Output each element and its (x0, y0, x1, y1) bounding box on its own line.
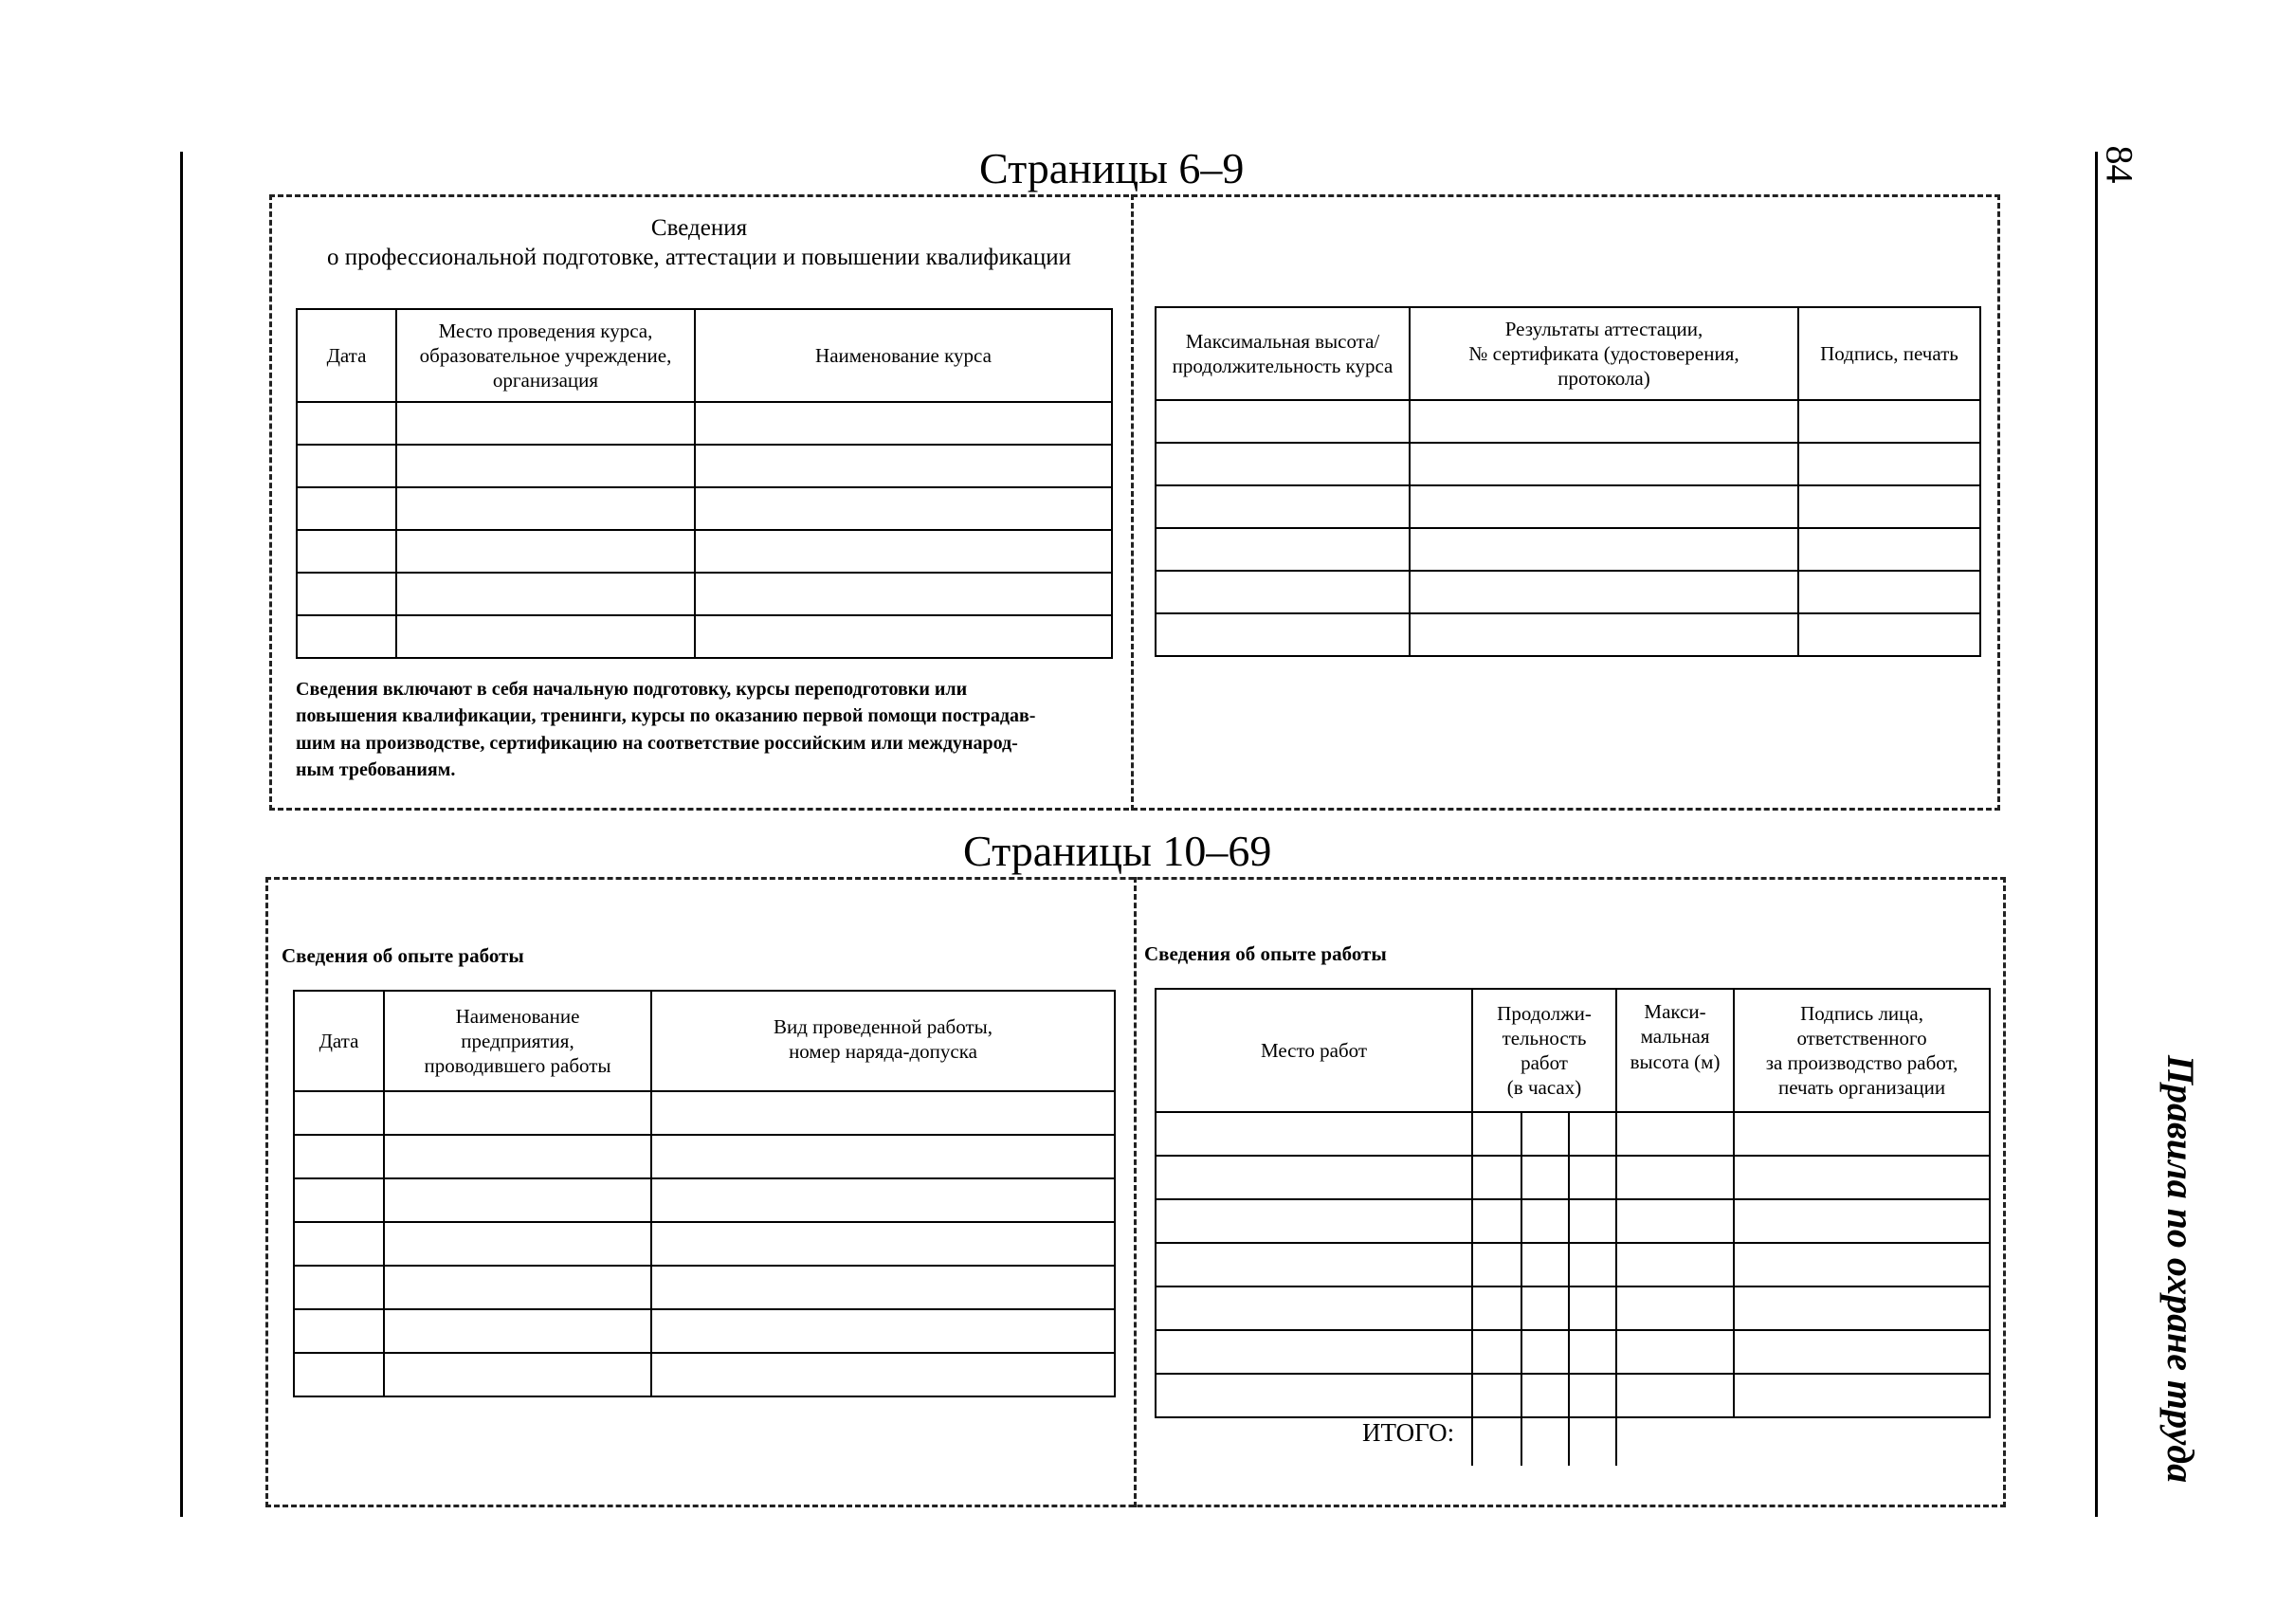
table-cell[interactable] (297, 573, 396, 615)
col-course-name: Наименование курса (695, 309, 1112, 402)
table-row (294, 1309, 1115, 1353)
table-row (297, 445, 1112, 487)
table-row (1156, 1243, 1990, 1286)
table-cell[interactable] (1410, 528, 1798, 571)
table-cell[interactable] (384, 1222, 651, 1266)
table-cell[interactable] (1798, 443, 1980, 485)
training-title (275, 213, 1123, 273)
table-cell[interactable] (1798, 400, 1980, 443)
training-note-line1: Сведения включают в себя начальную подготовку, курсы переподготовки или (296, 679, 968, 700)
col-date: Дата (294, 991, 384, 1091)
table-cell[interactable] (294, 1266, 384, 1309)
table-row (1156, 1330, 1990, 1374)
table-cell[interactable] (1156, 1286, 1472, 1330)
col-attestation-results: Результаты аттестации, № сертификата (удостоверения, протокола) (1410, 307, 1798, 400)
table-cell[interactable] (1156, 1330, 1472, 1374)
table-cell[interactable] (1410, 485, 1798, 528)
table-cell[interactable] (1798, 528, 1980, 571)
left-margin-rule (180, 152, 183, 1517)
table-cell[interactable] (1521, 1286, 1569, 1330)
table-cell[interactable] (1156, 613, 1410, 656)
table-cell[interactable] (1410, 571, 1798, 613)
table-cell[interactable] (294, 1222, 384, 1266)
table-cell[interactable] (1472, 1374, 1521, 1417)
table-cell[interactable] (297, 402, 396, 445)
table-row (297, 402, 1112, 445)
table-cell[interactable] (297, 445, 396, 487)
pages-6-9-heading: Страницы 6–9 (974, 147, 1249, 191)
table-cell[interactable] (695, 445, 1112, 487)
table-cell[interactable] (651, 1353, 1115, 1396)
table-cell[interactable] (651, 1178, 1115, 1222)
table-cell[interactable] (1734, 1286, 1990, 1330)
table-cell[interactable] (1521, 1243, 1569, 1286)
table-cell[interactable] (1156, 1374, 1472, 1417)
table-row (1156, 1374, 1990, 1417)
total-line (1471, 1413, 1473, 1466)
table-row (1156, 1199, 1990, 1243)
table-cell[interactable] (651, 1266, 1115, 1309)
table-cell[interactable] (1472, 1243, 1521, 1286)
table-cell[interactable] (1616, 1330, 1734, 1374)
table-cell[interactable] (1156, 1156, 1472, 1199)
table-cell[interactable] (695, 573, 1112, 615)
pages-10-69-heading: Страницы 10–69 (957, 830, 1277, 873)
training-table (296, 308, 1113, 659)
col-max-height: Макси- мальная высота (м) (1616, 989, 1734, 1112)
table-cell[interactable] (294, 1353, 384, 1396)
table-cell[interactable] (396, 487, 695, 530)
table-row (297, 615, 1112, 658)
table-cell[interactable] (1569, 1112, 1616, 1156)
table-cell[interactable] (294, 1091, 384, 1135)
table-cell[interactable] (384, 1135, 651, 1178)
table-row (294, 1222, 1115, 1266)
table-cell[interactable] (1472, 1286, 1521, 1330)
table-cell[interactable] (1156, 1112, 1472, 1156)
table-row (297, 573, 1112, 615)
table-cell[interactable] (1569, 1330, 1616, 1374)
training-note-line3: шим на производстве, сертификацию на соответствие российским или международ- (296, 732, 1018, 754)
col-date: Дата (297, 309, 396, 402)
table-cell[interactable] (1156, 1243, 1472, 1286)
total-label: ИТОГО: (1362, 1418, 1455, 1447)
table-cell[interactable] (1472, 1156, 1521, 1199)
table-cell[interactable] (384, 1091, 651, 1135)
table-cell[interactable] (297, 615, 396, 658)
table-cell[interactable] (1569, 1199, 1616, 1243)
table-cell[interactable] (695, 402, 1112, 445)
table-cell[interactable] (1734, 1112, 1990, 1156)
attestation-table (1155, 306, 1981, 657)
table-row (294, 1135, 1115, 1178)
table-cell[interactable] (1472, 1330, 1521, 1374)
table-row (1156, 613, 1980, 656)
table-cell[interactable] (294, 1135, 384, 1178)
col-responsible-signature: Подпись лица, ответственного за производство работ, печать организации (1734, 989, 1990, 1112)
table-cell[interactable] (1521, 1199, 1569, 1243)
work-experience-table-left (293, 990, 1116, 1397)
table-cell[interactable] (1616, 1374, 1734, 1417)
work-experience-label-left: Сведения об опыте работы (282, 944, 524, 967)
training-note-line2: повышения квалификации, тренинги, курсы по оказанию первой помощи пострадав- (296, 705, 1036, 727)
table-cell[interactable] (1521, 1374, 1569, 1417)
table-cell[interactable] (1569, 1243, 1616, 1286)
work-experience-label-right: Сведения об опыте работы (1144, 942, 1387, 965)
col-work-type: Вид проведенной работы, номер наряда-допуска (651, 991, 1115, 1091)
table-cell[interactable] (384, 1266, 651, 1309)
pages-10-69-divider (1134, 877, 1137, 1507)
table-cell[interactable] (1569, 1156, 1616, 1199)
table-cell[interactable] (1521, 1330, 1569, 1374)
total-line (1615, 1413, 1617, 1466)
training-note-line4: ным требованиям. (296, 759, 456, 781)
table-cell[interactable] (1616, 1112, 1734, 1156)
total-line (1568, 1413, 1570, 1466)
work-experience-table-right (1155, 988, 1991, 1418)
table-cell[interactable] (1616, 1156, 1734, 1199)
table-cell[interactable] (396, 615, 695, 658)
table-cell[interactable] (1569, 1374, 1616, 1417)
training-note (296, 676, 1111, 784)
table-cell[interactable] (396, 402, 695, 445)
col-signature-stamp: Подпись, печать (1798, 307, 1980, 400)
table-cell[interactable] (297, 487, 396, 530)
table-cell[interactable] (396, 573, 695, 615)
table-cell[interactable] (294, 1309, 384, 1353)
table-cell[interactable] (1734, 1330, 1990, 1374)
table-cell[interactable] (695, 530, 1112, 573)
pages-6-9-divider (1131, 194, 1134, 811)
total-line (1521, 1413, 1522, 1466)
page-number: 84 (2098, 145, 2141, 184)
table-cell[interactable] (1616, 1243, 1734, 1286)
table-row (294, 1091, 1115, 1135)
table-cell[interactable] (1156, 1199, 1472, 1243)
table-cell[interactable] (1734, 1156, 1990, 1199)
table-cell[interactable] (384, 1309, 651, 1353)
table-cell[interactable] (1521, 1156, 1569, 1199)
table-row (1156, 1156, 1990, 1199)
table-cell[interactable] (1798, 613, 1980, 656)
table-row (1156, 1286, 1990, 1330)
col-work-place: Место работ (1156, 989, 1472, 1112)
table-cell[interactable] (651, 1222, 1115, 1266)
table-cell[interactable] (1156, 443, 1410, 485)
table-cell[interactable] (1472, 1112, 1521, 1156)
table-cell[interactable] (1410, 613, 1798, 656)
table-cell[interactable] (1521, 1112, 1569, 1156)
table-cell[interactable] (695, 615, 1112, 658)
table-cell[interactable] (651, 1309, 1115, 1353)
col-max-height-duration: Максимальная высота/ продолжительность курса (1156, 307, 1410, 400)
table-row (297, 530, 1112, 573)
col-enterprise-name: Наименование предприятия, проводившего работы (384, 991, 651, 1091)
table-row (294, 1266, 1115, 1309)
table-row (1156, 400, 1980, 443)
table-row (1156, 485, 1980, 528)
table-cell[interactable] (1156, 571, 1410, 613)
table-row (294, 1178, 1115, 1222)
right-margin-rule (2095, 152, 2098, 1517)
table-cell[interactable] (1734, 1243, 1990, 1286)
table-cell[interactable] (651, 1135, 1115, 1178)
table-cell[interactable] (1472, 1199, 1521, 1243)
running-header: Правила по охране труда (2159, 1054, 2203, 1484)
table-cell[interactable] (1734, 1374, 1990, 1417)
table-row (1156, 443, 1980, 485)
table-row (1156, 1112, 1990, 1156)
table-cell[interactable] (396, 530, 695, 573)
table-cell[interactable] (1156, 485, 1410, 528)
table-cell[interactable] (695, 487, 1112, 530)
table-row (294, 1353, 1115, 1396)
table-cell[interactable] (1616, 1286, 1734, 1330)
table-cell[interactable] (1156, 528, 1410, 571)
table-cell[interactable] (1410, 400, 1798, 443)
table-cell[interactable] (396, 445, 695, 487)
col-duration-hours: Продолжи- тельность работ (в часах) (1472, 989, 1616, 1112)
table-cell[interactable] (1798, 571, 1980, 613)
table-cell[interactable] (384, 1353, 651, 1396)
table-row (1156, 528, 1980, 571)
training-title-line2: о профессиональной подготовке, аттестации и повышении квалификации (327, 245, 1071, 271)
table-cell[interactable] (1156, 400, 1410, 443)
table-row (297, 487, 1112, 530)
table-cell[interactable] (651, 1091, 1115, 1135)
col-course-location: Место проведения курса, образовательное учреждение, организация (396, 309, 695, 402)
table-cell[interactable] (1734, 1199, 1990, 1243)
table-cell[interactable] (1798, 485, 1980, 528)
table-cell[interactable] (1616, 1199, 1734, 1243)
table-cell[interactable] (294, 1178, 384, 1222)
table-cell[interactable] (1410, 443, 1798, 485)
training-title-line1: Сведения (650, 215, 748, 241)
table-cell[interactable] (384, 1178, 651, 1222)
table-cell[interactable] (1569, 1286, 1616, 1330)
table-cell[interactable] (297, 530, 396, 573)
table-row (1156, 571, 1980, 613)
